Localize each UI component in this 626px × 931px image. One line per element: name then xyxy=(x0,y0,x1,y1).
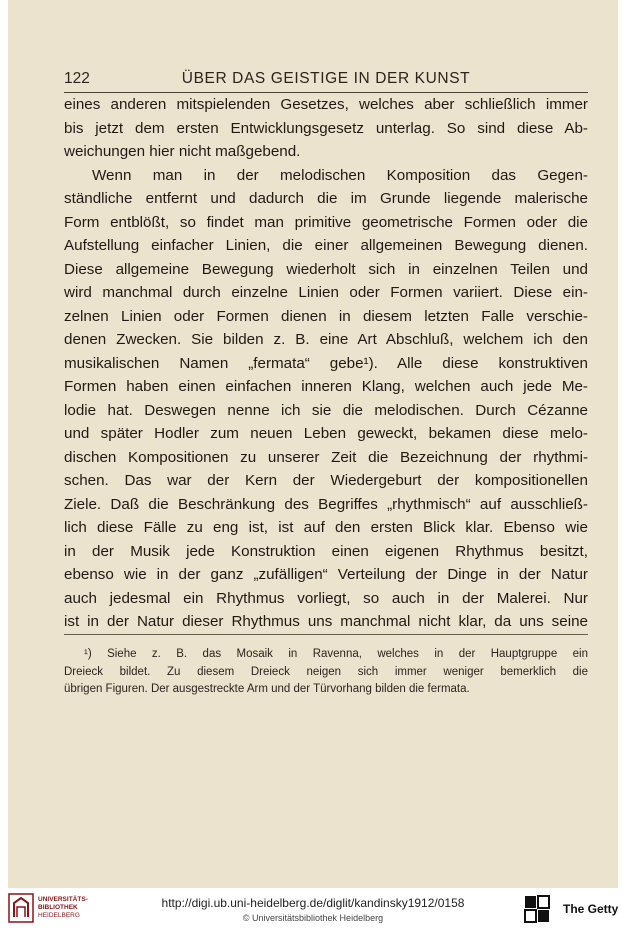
getty-label: The Getty xyxy=(563,902,619,916)
text-line: dischen Kompositionen zu unserer Zeit die Bezeichnung der rhythmi- xyxy=(64,448,588,466)
text-line: und später Hodler zum neuen Leben geweckt, bekamen diese melo- xyxy=(64,425,588,442)
text-line: lich diese Fälle zu eng ist, ist auf den ersten Blick klar. Ebenso wie xyxy=(64,519,588,536)
text-line: weichungen hier nicht maßgebend. xyxy=(64,143,301,160)
text-line: ebenso wie in der ganz „zufälligen“ Verteilung der Dinge in der Natur xyxy=(64,566,588,583)
ub-heidelberg-logo-icon xyxy=(8,893,34,923)
text-line: lodie hat. Deswegen nenne ich sie die melodischen. Durch Cézanne xyxy=(64,401,588,419)
book-page xyxy=(8,0,618,888)
text-line: Form entblößt, so findet man primitive geometrische Formen oder die xyxy=(64,213,588,231)
text-line: ist in der Natur dieser Rhythmus uns manchmal nicht klar, da uns seine xyxy=(64,613,588,630)
text-line: Diese allgemeine Bewegung wiederholt sich in einzelnen Teilen und xyxy=(64,260,588,278)
digitization-footer xyxy=(0,888,626,931)
text-line: schen. Das war der Kern der Wiedergeburt der kompositionellen xyxy=(64,472,588,489)
text-line: Ziele. Daß die Beschränkung des Begriffes „rhythmisch“ auf ausschließ- xyxy=(64,495,588,513)
text-line: Formen haben einen einfachen inneren Klang, welchen auch jede Me- xyxy=(64,378,588,395)
library-name-line: UNIVERSITÄTS- xyxy=(38,896,88,903)
footnote-line: ¹) Siehe z. B. das Mosaik in Ravenna, welches in der Hauptgruppe ein xyxy=(84,648,588,660)
page-number: 122 xyxy=(64,70,90,87)
footnotes xyxy=(64,646,588,699)
page-header xyxy=(64,70,588,93)
running-title: ÜBER DAS GEISTIGE IN DER KUNST xyxy=(181,70,471,87)
footnote-line: übrigen Figuren. Der ausgestreckte Arm und der Türvorhang bilden die fermata. xyxy=(64,683,470,695)
library-name-line: HEIDELBERG xyxy=(38,912,80,919)
text-line: auch jedesmal ein Rhythmus vorliegt, so auch in der Malerei. Nur xyxy=(64,589,588,607)
getty-logo-icon xyxy=(524,895,550,923)
text-line: wird manchmal durch einzelne Linien oder Formen variiert. Diese ein- xyxy=(64,284,588,301)
footnote-line: Dreieck bildet. Zu diesem Dreieck neigen sich immer weniger bemerklich die xyxy=(64,665,588,678)
text-line: in der Musik jede Konstruktion einen eigenen Rhythmus besitzt, xyxy=(64,542,588,560)
footnote-divider xyxy=(64,634,588,635)
text-line: zelnen Linien oder Formen dienen in diesem letzten Falle verschie- xyxy=(64,307,588,325)
text-line: Aufstellung einfacher Linien, die einer allgemeinen Bewegung dienen. xyxy=(64,237,588,254)
text-line: Wenn man in der melodischen Komposition das Gegen- xyxy=(92,166,588,184)
text-line: ständliche entfernt und dadurch die im Grunde liegende malerische xyxy=(64,190,588,207)
library-name xyxy=(38,896,108,920)
library-name-line: BIBLIOTHEK xyxy=(38,904,78,911)
permalink-url[interactable]: http://digi.ub.uni-heidelberg.de/diglit/kandinsky1912/0158 xyxy=(161,896,465,910)
copyright-notice: © Universitätsbibliothek Heidelberg xyxy=(242,913,384,923)
text-line: eines anderen mitspielenden Gesetzes, welches aber schließlich immer xyxy=(64,96,588,113)
text-line: musikalischen Namen „fermata“ gebe¹). Alle diese konstruktiven xyxy=(64,354,588,372)
text-line: denen Zwecken. Sie bilden z. B. eine Art Abschluß, welchem ich den xyxy=(64,331,588,348)
text-line: bis jetzt dem ersten Entwicklungsgesetz unterlag. So sind diese Ab- xyxy=(64,119,588,137)
body-text xyxy=(64,93,588,634)
